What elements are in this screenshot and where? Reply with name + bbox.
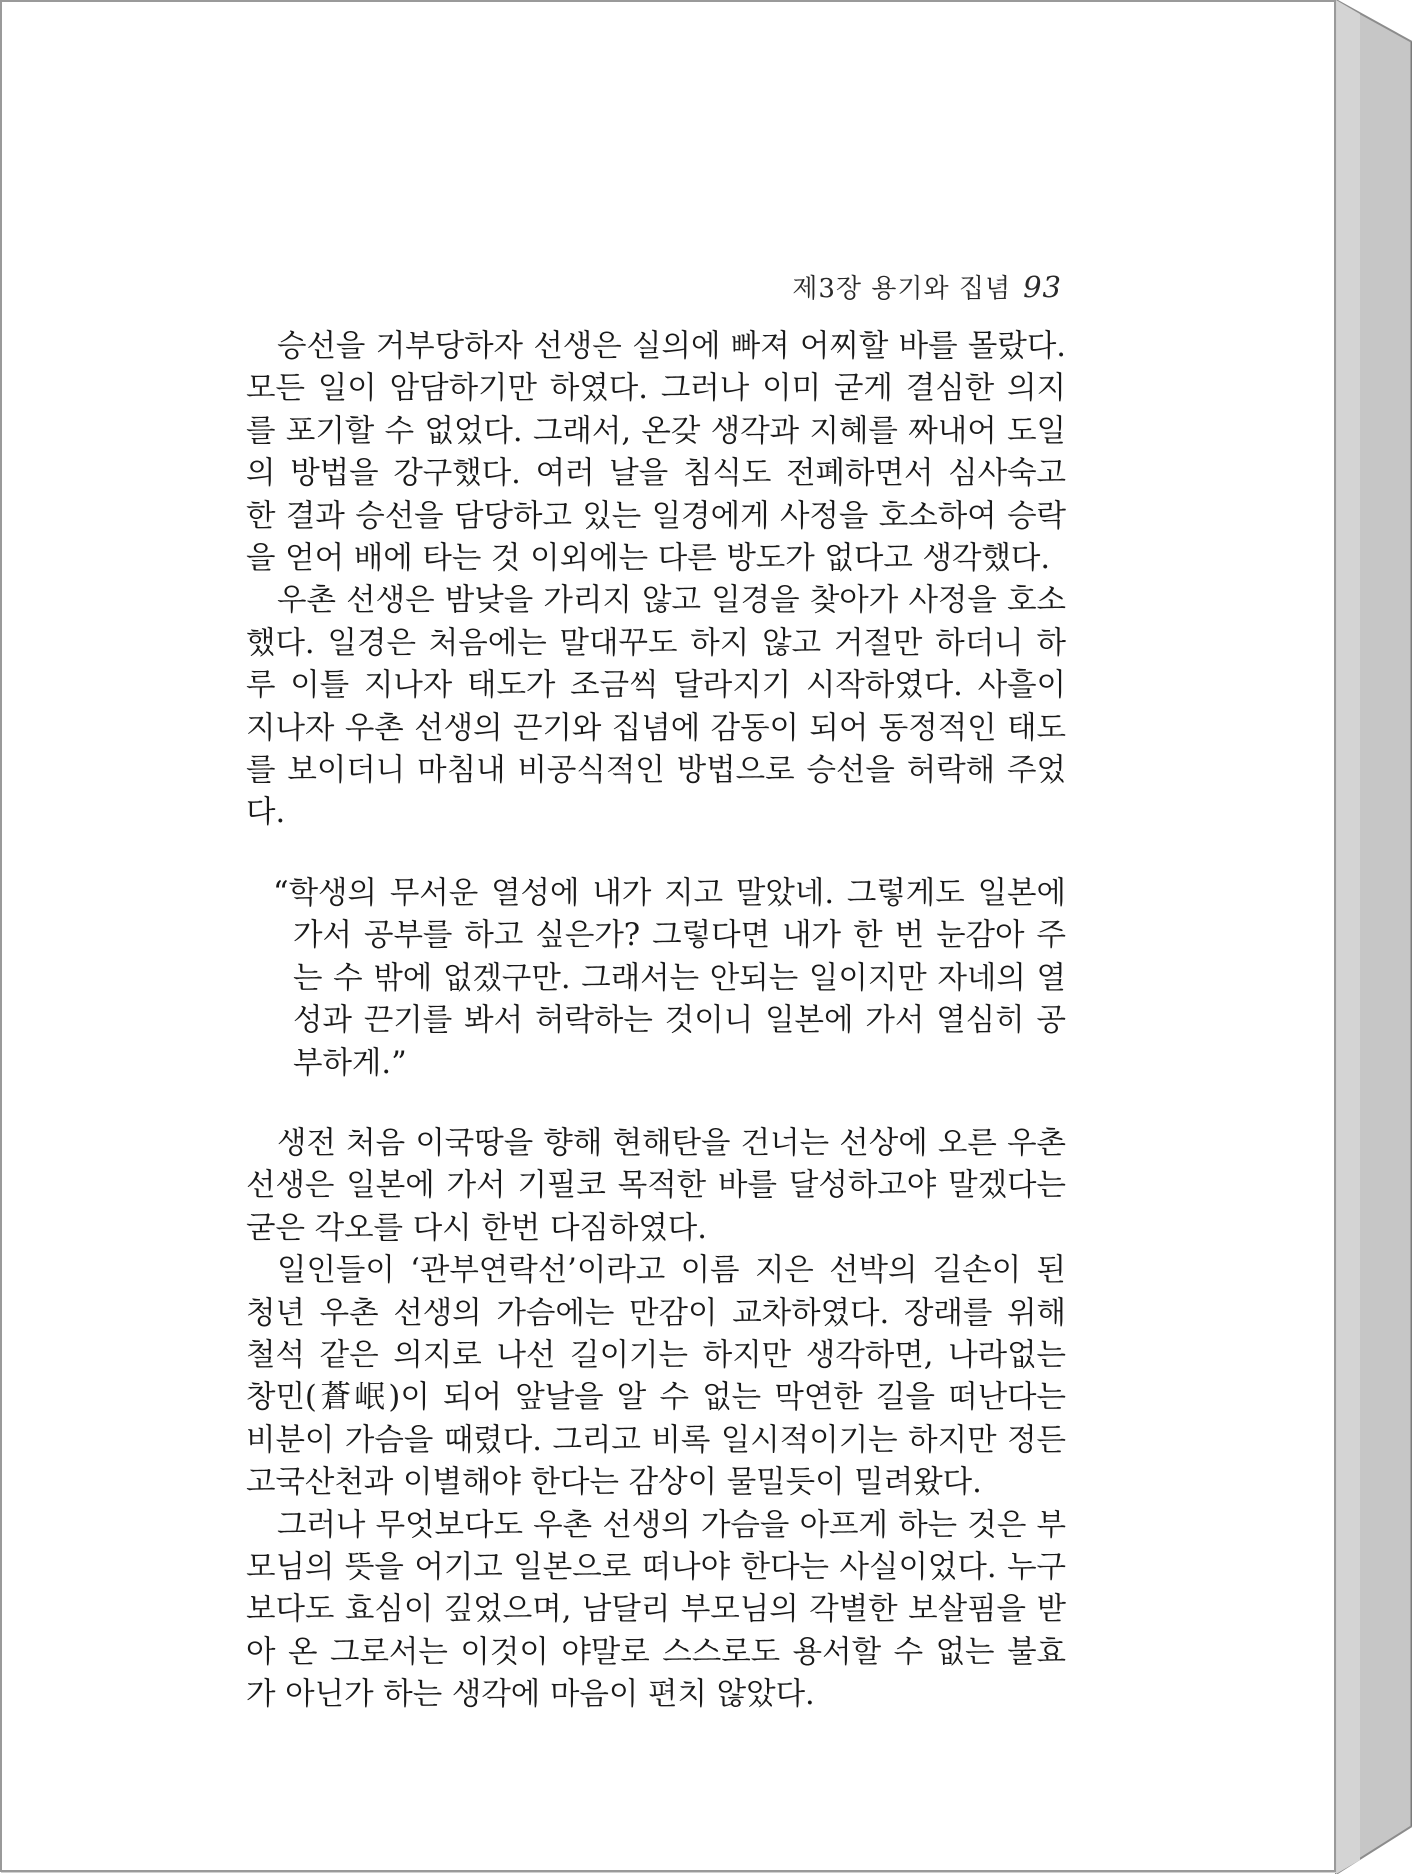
chapter-title: 제3장 용기와 집념 — [792, 274, 1012, 304]
paragraph: 일인들이 ‘관부연락선’이라고 이름 지은 선박의 길손이 된 청년 우촌 선생의 가슴에는 만감이 교차하였다. 장래를 위해 철석 같은 의지로 나선 길이기는 하지만 생각하면, 나라없는 창민(蒼岷)이 되어 앞날을 알 수 없는 막연한 길을 떠난다는 비분이 가슴을 때렸다. 그리고 비록 일시적이기는 하지만 정든 고국산천과 이별해야 한다는 감상이 물밀듯이 밀려왔다. — [246, 1253, 1066, 1501]
block-quote: “학생의 무서운 열성에 내가 지고 말았네. 그렇게도 일본에 가서 공부를 하고 싶은가? 그렇다면 내가 한 번 눈감아 주는 수 밖에 없겠구만. 그래서는 안되는 일이지만 자네의 열성과 끈기를 봐서 허락하는 것이니 일본에 가서 열심히 공부하게.” — [273, 875, 1066, 1081]
body-text — [246, 326, 1066, 1717]
page-number: 93 — [1023, 270, 1062, 304]
running-head — [762, 268, 1062, 305]
paragraph: 생전 처음 이국땅을 향해 현해탄을 건너는 선상에 오른 우촌 선생은 일본에 가서 기필코 목적한 바를 달성하고야 말겠다는 굳은 각오를 다시 한번 다짐하였다. — [246, 1125, 1066, 1246]
paragraph: 그러나 무엇보다도 우촌 선생의 가슴을 아프게 하는 것은 부모님의 뜻을 어기고 일본으로 떠나야 한다는 사실이었다. 누구보다도 효심이 깊었으며, 남달리 부모님의 각별한 보살핌을 받아 온 그로서는 이것이 야말로 스스로도 용서할 수 없는 불효가 아닌가 하는 생각에 마음이 편치 않았다. — [246, 1507, 1066, 1713]
paragraph: 우촌 선생은 밤낮을 가리지 않고 일경을 찾아가 사정을 호소했다. 일경은 처음에는 말대꾸도 하지 않고 거절만 하더니 하루 이틀 지나자 태도가 조금씩 달라지기 시작하였다. 사흘이 지나자 우촌 선생의 끈기와 집념에 감동이 되어 동정적인 태도를 보이더니 마침내 비공식적인 방법으로 승선을 허락해 주었다. — [246, 583, 1066, 831]
paragraph: 승선을 거부당하자 선생은 실의에 빠져 어찌할 바를 몰랐다. 모든 일이 암담하기만 하였다. 그러나 이미 굳게 결심한 의지를 포기할 수 없었다. 그래서, 온갖 생각과 지혜를 짜내어 도일의 방법을 강구했다. 여러 날을 침식도 전폐하면서 심사숙고 한 결과 승선을 담당하고 있는 일경에게 사정을 호소하여 승락을 얻어 배에 타는 것 이외에는 다른 방도가 없다고 생각했다. — [246, 329, 1066, 577]
